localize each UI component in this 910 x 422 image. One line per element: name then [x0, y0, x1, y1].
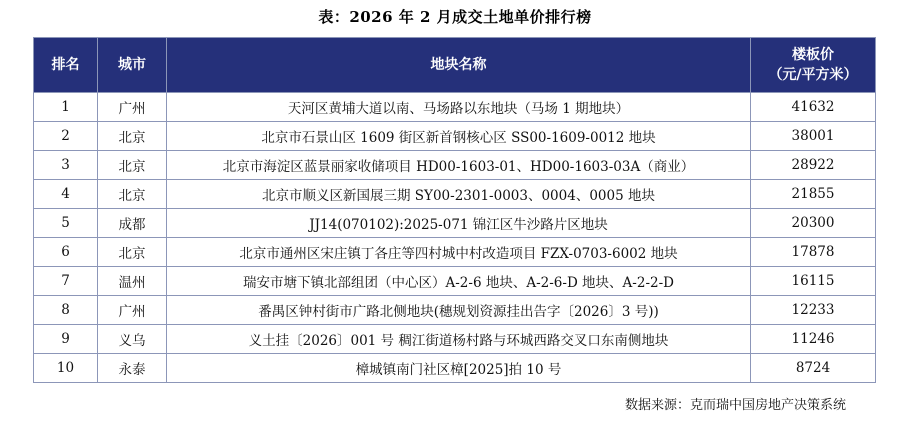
cell-rank: 10: [34, 354, 98, 383]
cell-land-name: 瑞安市塘下镇北部组团（中心区）A-2-6 地块、A-2-6-D 地块、A-2-2-D: [167, 267, 751, 296]
cell-land-name: 天河区黄埔大道以南、马场路以东地块（马场 1 期地块）: [167, 93, 751, 122]
cell-city: 广州: [98, 296, 167, 325]
cell-city: 北京: [98, 180, 167, 209]
data-source-note: 数据来源：克而瑞中国房地产决策系统: [624, 398, 846, 413]
cell-rank: 2: [34, 122, 98, 151]
table-row: [34, 93, 876, 122]
header-price-unit: （元/平方米）: [768, 67, 858, 83]
cell-city: 永泰: [98, 354, 167, 383]
cell-rank: 1: [34, 93, 98, 122]
header-name: 地块名称: [167, 38, 751, 93]
cell-price: 11246: [751, 325, 876, 354]
table-row: [34, 238, 876, 267]
header-price: [751, 38, 876, 93]
table-body: [34, 93, 876, 383]
table-row: [34, 354, 876, 383]
table-row: [34, 151, 876, 180]
cell-land-name: 番禺区钟村街市广路北侧地块(穗规划资源挂出告字〔2026〕3 号)): [167, 296, 751, 325]
cell-price: 8724: [751, 354, 876, 383]
cell-land-name: 义土挂〔2026〕001 号 稠江街道杨村路与环城西路交叉口东南侧地块: [167, 325, 751, 354]
table-row: [34, 180, 876, 209]
cell-city: 北京: [98, 122, 167, 151]
table-row: [34, 209, 876, 238]
table-row: [34, 296, 876, 325]
table-row: [34, 122, 876, 151]
header-city: 城市: [98, 38, 167, 93]
cell-land-name: 樟城镇南门社区樟[2025]拍 10 号: [167, 354, 751, 383]
cell-land-name: 北京市石景山区 1609 街区新首钢核心区 SS00-1609-0012 地块: [167, 122, 751, 151]
cell-land-name: 北京市海淀区蓝景丽家收储项目 HD00-1603-01、HD00-1603-03A（商业）: [167, 151, 751, 180]
cell-city: 北京: [98, 238, 167, 267]
cell-rank: 3: [34, 151, 98, 180]
cell-city: 义乌: [98, 325, 167, 354]
cell-land-name: JJ14(070102):2025-071 锦江区牛沙路片区地块: [167, 209, 751, 238]
cell-price: 28922: [751, 151, 876, 180]
cell-rank: 7: [34, 267, 98, 296]
cell-price: 38001: [751, 122, 876, 151]
cell-land-name: 北京市顺义区新国展三期 SY00-2301-0003、0004、0005 地块: [167, 180, 751, 209]
cell-rank: 5: [34, 209, 98, 238]
cell-land-name: 北京市通州区宋庄镇丁各庄等四村城中村改造项目 FZX-0703-6002 地块: [167, 238, 751, 267]
cell-price: 16115: [751, 267, 876, 296]
cell-city: 温州: [98, 267, 167, 296]
cell-city: 北京: [98, 151, 167, 180]
cell-rank: 8: [34, 296, 98, 325]
cell-price: 12233: [751, 296, 876, 325]
header-row: [34, 38, 876, 93]
cell-price: 41632: [751, 93, 876, 122]
cell-rank: 4: [34, 180, 98, 209]
cell-city: 广州: [98, 93, 167, 122]
page-title: 表：2026 年 2 月成交土地单价排行榜: [318, 8, 592, 26]
cell-price: 17878: [751, 238, 876, 267]
cell-city: 成都: [98, 209, 167, 238]
cell-rank: 9: [34, 325, 98, 354]
table-row: [34, 267, 876, 296]
cell-price: 21855: [751, 180, 876, 209]
header-price-label: 楼板价: [792, 47, 834, 63]
header-rank: 排名: [34, 38, 98, 93]
land-price-ranking-table: [33, 37, 876, 383]
table-row: [34, 325, 876, 354]
cell-rank: 6: [34, 238, 98, 267]
cell-price: 20300: [751, 209, 876, 238]
